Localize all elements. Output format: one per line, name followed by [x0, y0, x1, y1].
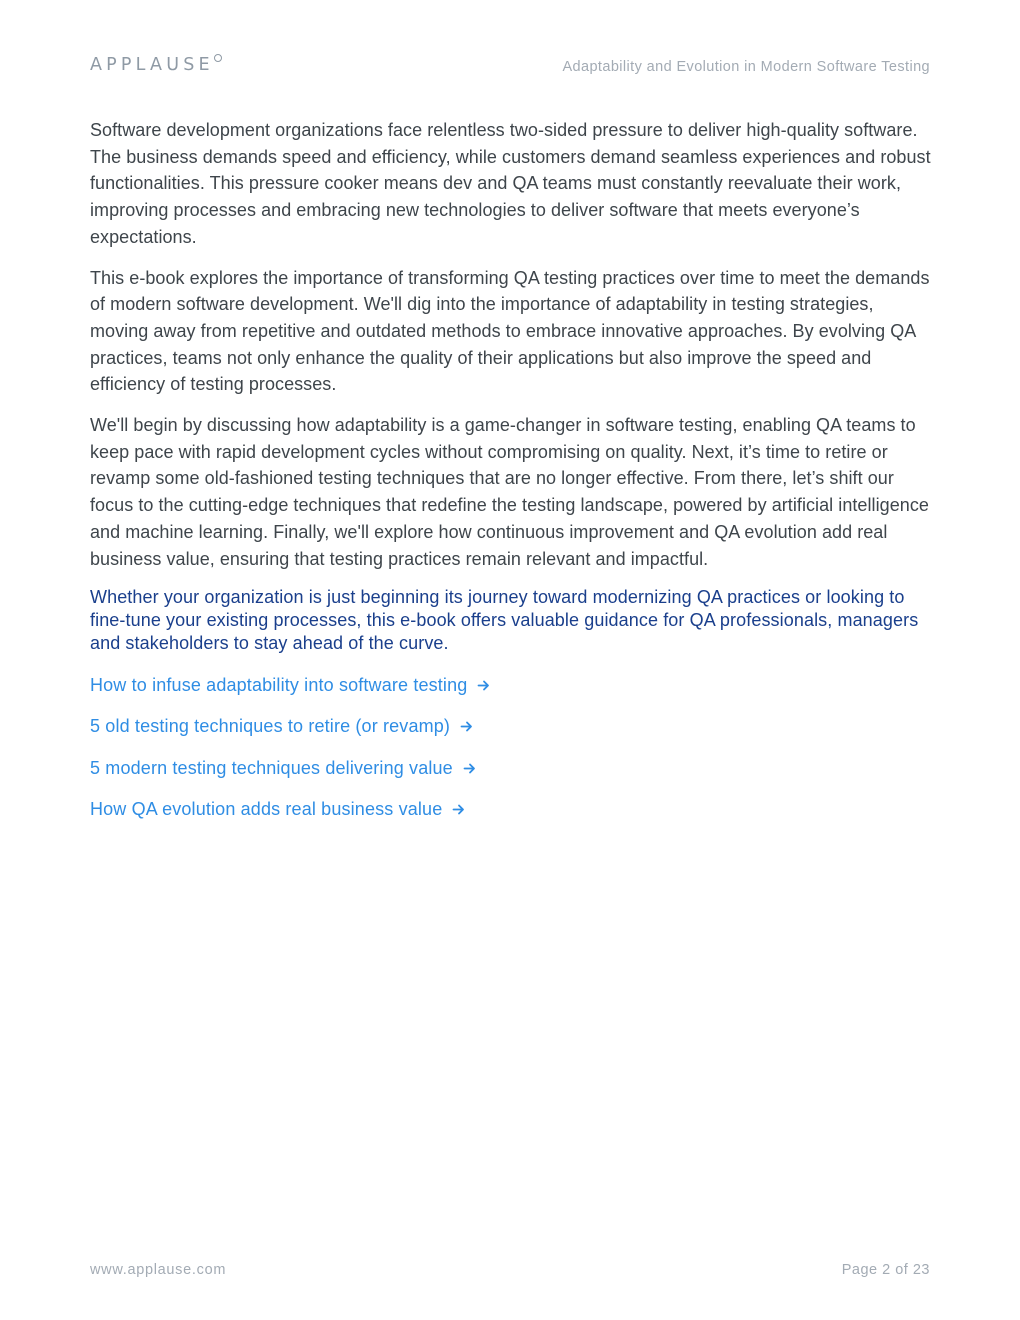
- chapter-link-label[interactable]: 5 old testing techniques to retire (or revamp): [90, 716, 451, 737]
- chapter-link-label[interactable]: How to infuse adaptability into software testing: [90, 674, 468, 695]
- arrow-right-icon: [452, 803, 465, 816]
- chapter-link-adaptability[interactable]: [90, 673, 932, 697]
- page-header: [90, 52, 930, 82]
- callout-paragraph: Whether your organization is just beginning its journey toward modernizing QA practices or looking to fine-tune your existing processes, this e-book offers valuable guidance for QA professionals, managers and stakeholders to stay ahead of the curve.: [90, 587, 919, 654]
- arrow-right-icon: [463, 762, 476, 775]
- footer-website: www.applause.com: [90, 1262, 227, 1278]
- arrow-right-icon: [477, 679, 490, 692]
- arrow-right-icon: [460, 720, 473, 733]
- page-indicator: Page 2 of 23: [841, 1262, 930, 1278]
- chapter-link-old-techniques[interactable]: [90, 715, 932, 739]
- chapter-link-label[interactable]: 5 modern testing techniques delivering value: [90, 757, 453, 778]
- chapter-link-modern-techniques[interactable]: [90, 756, 932, 780]
- intro-paragraph-1: Software development organizations face relentless two-sided pressure to deliver high-quality software. The business demands speed and efficiency, while customers demand seamless experiences and robust functionalities. This pressure cooker means dev and QA teams must constantly reevaluate their work, improving processes and embracing new technologies to deliver software that meets everyone’s expectations.: [90, 120, 931, 247]
- main-content: [90, 117, 932, 839]
- logo-ring-icon: [214, 54, 222, 62]
- applause-logo: [90, 55, 214, 75]
- document-title: Adaptability and Evolution in Modern Software Testing: [562, 59, 930, 75]
- intro-paragraph-3: We'll begin by discussing how adaptability is a game-changer in software testing, enabling QA teams to keep pace with rapid development cycles without compromising on quality. Next, it’s time to retire or revamp some old-fashioned testing techniques that are no longer effective. From there, let’s shift our focus to the cutting-edge techniques that redefine the testing landscape, powered by artificial intelligence and machine learning. Finally, we'll explore how continuous improvement and QA evolution add real business value, ensuring that testing practices remain relevant and impactful.: [90, 415, 929, 569]
- chapter-link-business-value[interactable]: [90, 798, 932, 822]
- intro-paragraph-2: This e-book explores the importance of transforming QA testing practices over time to meet the demands of modern software development. We'll dig into the importance of adaptability in testing strategies, moving away from repetitive and outdated methods to embrace innovative approaches. By evolving QA practices, teams not only enhance the quality of their applications but also improve the speed and efficiency of testing processes.: [90, 267, 930, 395]
- chapter-link-label[interactable]: How QA evolution adds real business value: [90, 799, 443, 820]
- chapter-links: [90, 673, 932, 822]
- logo-text: APPLAUSE: [90, 55, 214, 75]
